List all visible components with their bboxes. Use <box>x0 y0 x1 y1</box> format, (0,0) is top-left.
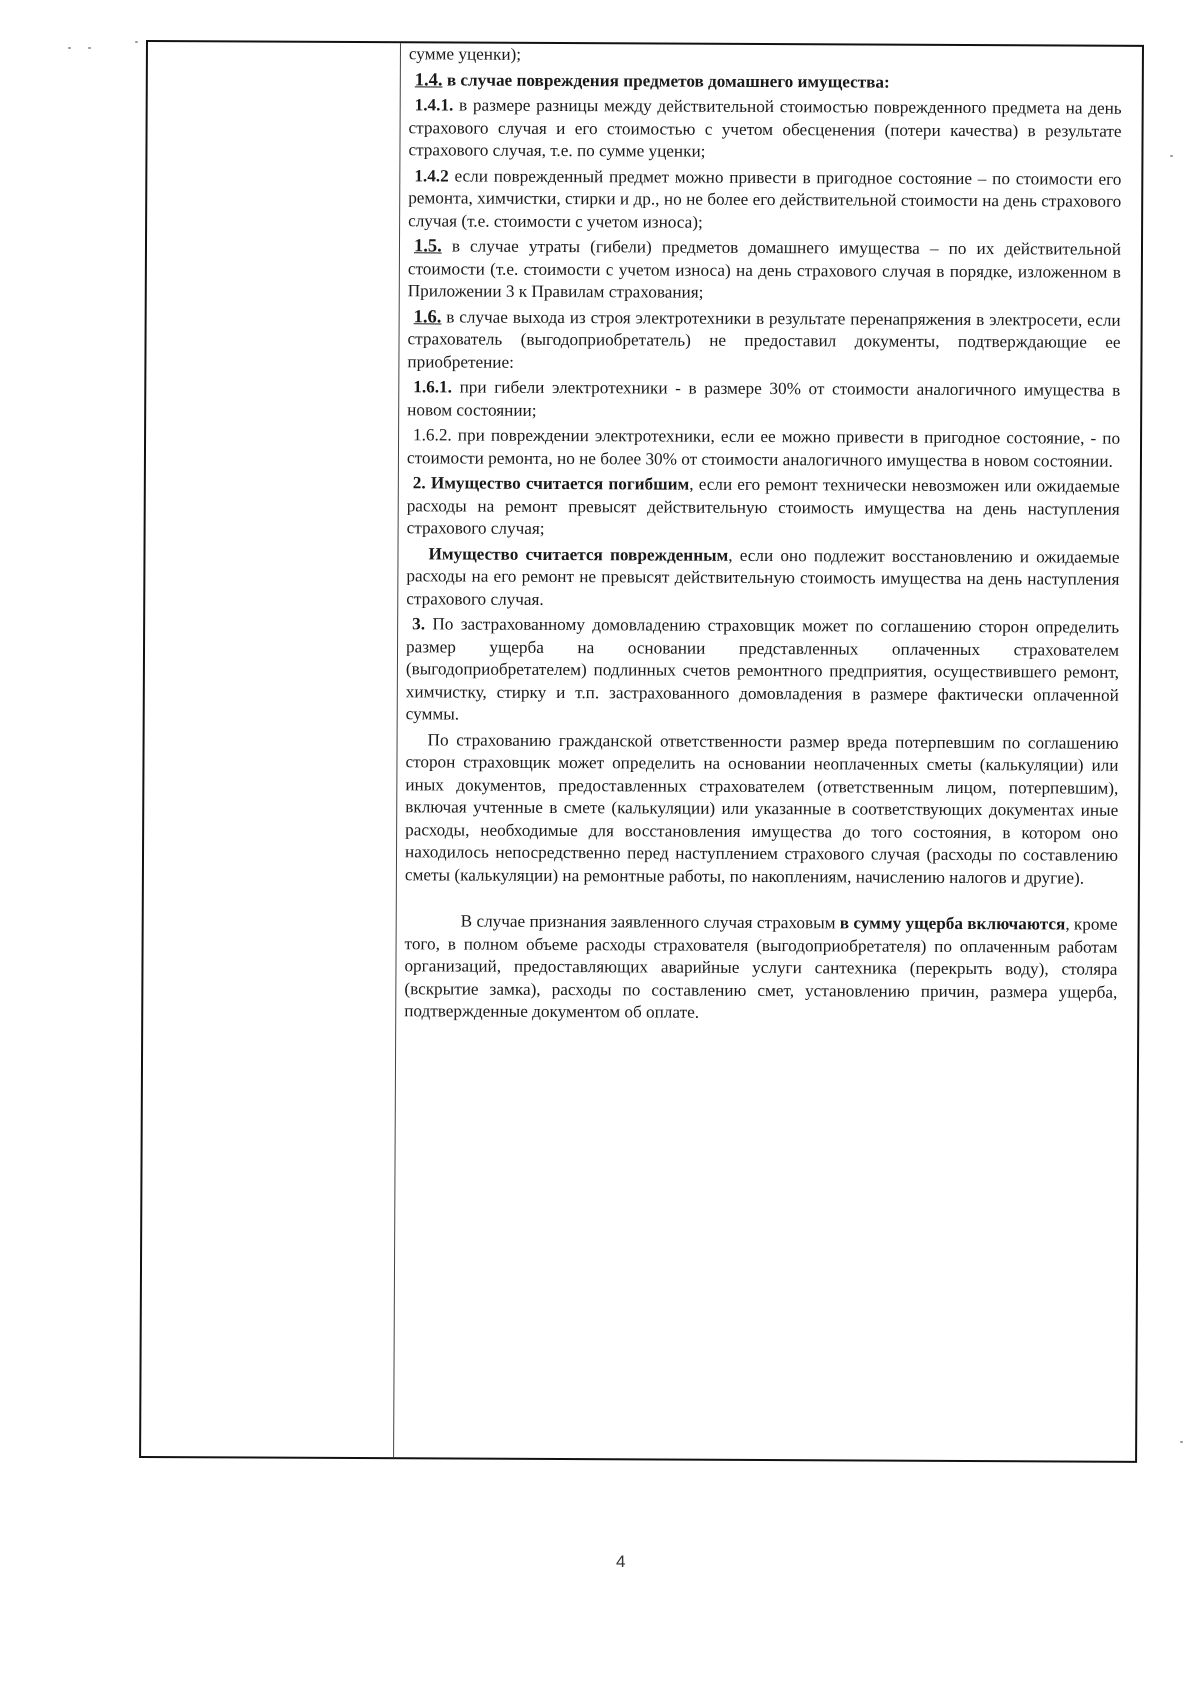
clause-number: 3. <box>412 614 426 634</box>
clause-2 <box>407 472 1120 543</box>
paragraph-text: сумме уценки); <box>408 44 522 64</box>
scan-speck <box>135 41 138 43</box>
clause-number: 1.4. <box>414 69 443 90</box>
clause-number: 2. <box>412 473 426 493</box>
table-right-column <box>394 43 1142 1461</box>
clause-term: Имущество считается погибшим <box>425 473 690 494</box>
clause-text: По страхованию гражданской ответственности размер вреда потерпевшим по соглашению сторон страховщик может определить на основании неоплаченных сметы (калькуляции) или иных документов, предоставленных страхователем (ответственным лицом, потерпевшим), включая учтенные в смете (калькуляции) или указанные в соответствующих документах иные расходы, необходимые для восстановления имущества до того состояния, в котором оно находилось непосредственно перед наступлением страхового случая (расходы по составлению сметы (калькуляции) на ремонтные работы, по накоплениям, начислению налогов и другие). <box>404 729 1119 888</box>
clause-1-6-2 <box>407 424 1120 472</box>
clause-number: 1.6.2. <box>413 425 452 445</box>
clause-number: 1.4.1. <box>414 95 454 115</box>
clause-text: , если оно подлежит восстановлению и ожидаемые расходы на его ремонт не превысят действительную стоимость имущества на день наступления страхового случая. <box>406 545 1120 609</box>
clause-1-6-1 <box>407 376 1120 424</box>
clause-number: 1.5. <box>413 236 442 257</box>
clause-number: 1.4.2 <box>414 165 449 185</box>
clause-text: если поврежденный предмет можно привести в пригодное состояние – по стоимости его ремонта, химчистки, стирки и др., но не более его действительной стоимости на день страхового случая (т.е. стоимости с учетом износа); <box>408 165 1122 232</box>
clause-3-liability <box>405 729 1119 890</box>
scan-speck <box>88 47 91 49</box>
clause-text: , если его ремонт технически невозможен или ожидаемые расходы на ремонт превысят действительную стоимость имущества на день наступления страхового случая; <box>406 474 1120 538</box>
page-number: 4 <box>616 1552 626 1571</box>
clause-1-6 <box>407 306 1120 377</box>
paragraph-continuation <box>409 43 1122 69</box>
clause-1-5 <box>408 235 1121 306</box>
clause-1-4 <box>409 69 1122 95</box>
clause-number: 1.6.1. <box>413 377 453 397</box>
clause-text: в размере разницы между действительной стоимостью поврежденного предмета на день страхового случая и его стоимостью с учетом обесценения (потери качества) в результате страхового случая, т.е. по сумме уценки; <box>408 95 1122 161</box>
clause-text: при повреждении электротехники, если ее можно привести в пригодное состояние, - по стоимости ремонта, но не более 30% от стоимости аналогичного имущества в новом состоянии. <box>406 425 1121 471</box>
clause-term: Имущество считается поврежденным <box>428 543 729 565</box>
scan-speck <box>1180 1441 1183 1443</box>
clause-text: в случае утраты (гибели) предметов домашнего имущества – по их действительной стоимости (т.е. стоимости с учетом износа) на день страхового случая в порядке, изложенном в Приложении 3 к Правилам страхования; <box>407 236 1122 302</box>
table-left-column <box>141 42 401 1457</box>
clause-number: 1.6. <box>413 306 442 327</box>
clause-text: По застрахованному домовладению страховщик может по соглашению сторон определить размер ущерба на основании представленных оплаченных страхователем (выгодоприобретателем) подлинных счетов ремонтного предприятия, осуществившего ремонт, химчистку, стирку и т.п. застрахованного домовладения в размере фактически оплаченной суммы. <box>405 614 1120 724</box>
clause-1-4-1 <box>408 94 1121 165</box>
document-table <box>139 40 1144 1463</box>
clause-text: , кроме того, в полном объеме расходы страхователя (выгодоприобретателя) по оплаченным работам организаций, предоставляющих аварийные услуги сантехника (перекрыть воду), столяра (вскрытие замка), расходы по составлению смет, установлению причин, размера ущерба, подтвержденные документом об оплате. <box>404 914 1118 1022</box>
clause-3-included-expenses <box>404 910 1118 1026</box>
scan-speck <box>1170 155 1173 157</box>
clause-2-damaged <box>406 543 1119 614</box>
clause-1-4-2 <box>408 165 1121 236</box>
scan-speck <box>68 47 71 49</box>
clause-3 <box>406 613 1120 729</box>
clause-text: при гибели электротехники - в размере 30% от стоимости аналогичного имущества в новом состоянии; <box>407 377 1121 420</box>
clause-term: в сумму ущерба включаются <box>839 913 1066 934</box>
clause-text: в случае выхода из строя электротехники в результате перенапряжения в электросети, если страхователь (выгодоприобретатель) не предоставил документы, подтверждающие ее приобретение: <box>407 306 1121 372</box>
clause-text: В случае признания заявленного случая страховым <box>460 911 840 933</box>
clause-heading: в случае повреждения предметов домашнего имущества: <box>442 69 890 92</box>
